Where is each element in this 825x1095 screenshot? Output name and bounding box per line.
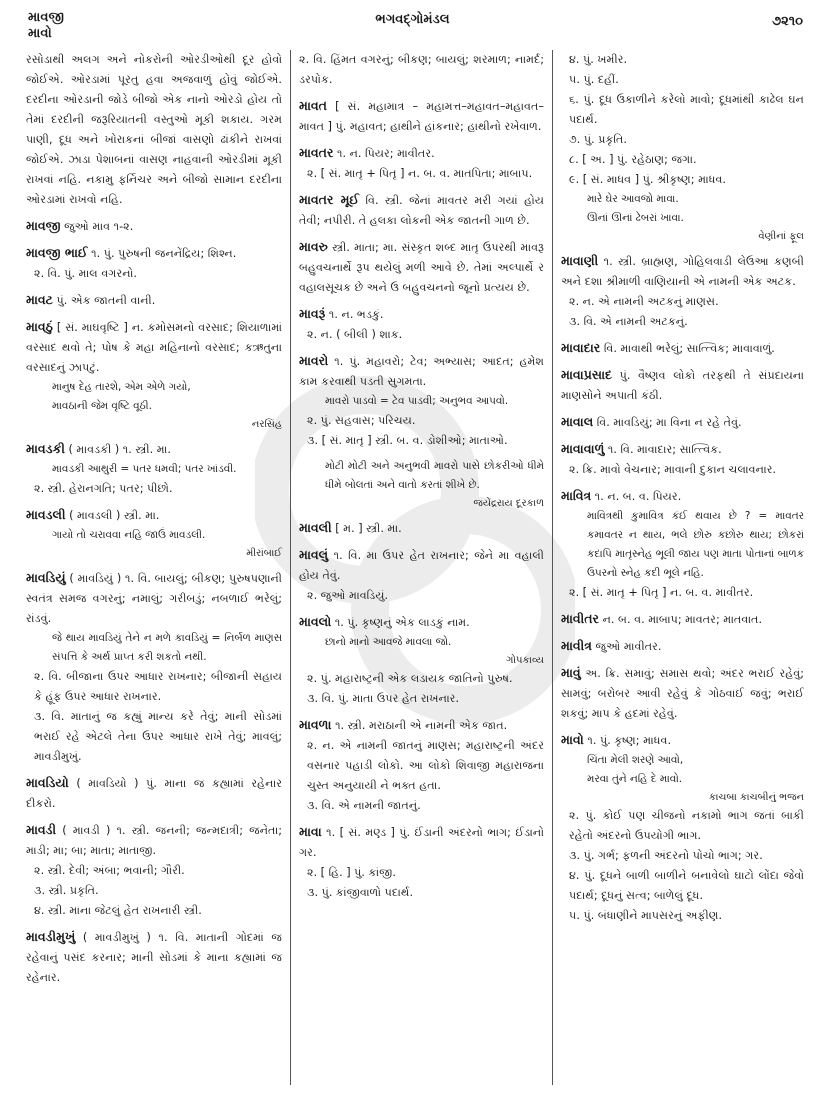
guide-word-first: માવજી <box>28 10 64 25</box>
headword: માવું <box>561 665 581 680</box>
dictionary-entry <box>26 317 282 433</box>
sense: ૩. પું. ગર્ભ; ફળની અંદરનો પોચો ભાગ; ગર. <box>569 849 763 862</box>
dictionary-entry <box>299 518 544 539</box>
definition: સ્ત્રી. માતા; મા. સંસ્કૃત શબ્દ માતૃ ઉપરથી માવરૂ બહુવચનાર્થે રૂપ થયેલું મળી આવે છે. તેમાં અલ્પાર્થે ર વહાલસૂચક છે અને ઉ બહુવચનનો જૂનો પ્રત્યય છે. <box>299 241 545 294</box>
dictionary-entry <box>26 927 282 988</box>
dictionary-entry <box>26 773 282 814</box>
running-title: ભગવદ્ગોમંડલ <box>375 12 450 27</box>
quotation: મરવા તુંને નહિ દે માવો. <box>587 773 683 785</box>
headword: માવીત્ર <box>561 638 592 653</box>
headword: માવજી ભાઈ <box>26 245 88 260</box>
headword: માવડિયો <box>26 775 69 790</box>
page-header <box>0 6 825 46</box>
dictionary-entry <box>26 290 282 311</box>
sense: ૨. [ સં. માતૃ + પિતૃ ] ન. બ. વ. માતપિતા; માબાપ. <box>307 167 533 180</box>
headword: માવડીમુખું <box>26 929 76 944</box>
sense: ૨. [ હિ. ] પું. કાંજી. <box>307 866 396 879</box>
sense: ૨. ન. ( બીલી ) શાક. <box>307 328 403 341</box>
sense: ૨. વિ. બીજાના ઉપર આધાર રાખનાર; બીજાની સહાય કે હૂંફ ઉપર આધાર રાખનાર. <box>34 670 282 703</box>
sense: ૨. જુઓ માવડિયું. <box>307 589 389 602</box>
sense: ૨. સ્ત્રી. દેવી; અંબા; ભવાની; ગૌરી. <box>34 864 185 877</box>
dictionary-entry <box>299 822 544 903</box>
headword: માવતર મૂઈ <box>299 192 360 207</box>
dictionary-entry <box>299 237 544 298</box>
definition: [ સં. માઘવૃષ્ટિ ] ન. કમોસમનો વરસાદ; શિયાળામાં વરસાદ થવો તે; પોષ કે મહા મહિનાનો વરસાદ; કઋતુના વરસાદનું ઝાપટું. <box>26 321 282 374</box>
headword: માવરુ <box>299 239 328 254</box>
dictionary-entry <box>26 216 282 237</box>
definition: વિ. માવાથી ભરેલું; સાત્ત્વિક; માવાવાળું. <box>603 342 775 355</box>
definition: ૧. ન. પિયર; માવીતર. <box>337 147 435 160</box>
headword: માવો <box>561 732 584 747</box>
quotation: માવિત્રથી કુમાવિત્ર કંઈ થવાય છે ? = માવતર કમાવતર ન થાય, ભલે છોરુ કછોરુ થાય; છોકરાં કદાપિ માતૃસ્નેહ ભૂલી જાય પણ માતા પોતાનાં બાળક ઉપરનો સ્નેહ કદી ભૂલે નહિ. <box>587 510 804 579</box>
sense: ૨. વિ. પું. માલ વગરનો. <box>34 267 137 280</box>
definition: ૧. પું. પુરુષની જનનેંદ્રિય; શિશ્ન. <box>91 247 237 260</box>
dictionary-entry <box>561 365 804 406</box>
dictionary-columns <box>22 50 812 1085</box>
quotation: માવડકી આથુરી = પતર ધમવી; પતર ખાંડવી. <box>52 463 237 475</box>
headword: માવડલી <box>26 507 66 522</box>
sense: ૭. પું. પ્રકૃતિ. <box>569 133 627 146</box>
sense: ૩. વિ. એ નામની અટકનું. <box>569 315 688 328</box>
sense: ૪. સ્ત્રી. માના જેટલું હેત રાખનારી સ્ત્રી. <box>34 904 202 917</box>
definition: ૧. સ્ત્રી. મરાઠાની એ નામની એક જાત. <box>335 719 508 732</box>
headword: માવડી <box>26 822 57 837</box>
dictionary-entry <box>26 439 282 499</box>
definition: જુઓ માવીતર. <box>595 640 662 653</box>
dictionary-entry <box>299 545 544 606</box>
column-2 <box>290 50 553 1085</box>
sense: ૫. પું. બંધાણીને માપસરનું અફીણ. <box>569 909 723 922</box>
dictionary-entry <box>299 50 544 90</box>
headword: માવાવાળું <box>561 441 605 456</box>
definition: ૧. પું. મહાવરો; ટેવ; અભ્યાસ; આદત; હમેશ કામ કરવાથી પડતી સુગમતા. <box>299 355 545 388</box>
dictionary-entry <box>299 612 544 709</box>
definition: ( માવડકી ) ૧. સ્ત્રી. મા. <box>68 443 171 456</box>
sense: ૬. પું. દૂધ ઉકાળીને કરેલો માવો; દૂધમાંથી કાઢેલ ઘન પદાર્થ. <box>569 93 804 126</box>
quotation: ઊનાં ઊનાં ઢેબરાં ખાવા. <box>587 212 684 224</box>
dictionary-entry <box>299 351 544 451</box>
headword: માવાપ્રસાદ <box>561 367 613 382</box>
dictionary-entry <box>26 820 282 921</box>
dictionary-entry <box>561 251 804 332</box>
headword: માવત <box>299 98 327 113</box>
quotation: મારે ઘેર આવજો માવા. <box>587 193 679 205</box>
definition: રસોડાથી અલગ અને નોકરોની ઓરડીઓથી દૂર હોવો જોઈએ. ઓરડામાં પૂરતુ હવા અજવાળું હોવું જોઈએ. દરદીના ઓરડાની જોડે બીજો એક નાનો ઓરડો હોય તો તેમાં દરદીની જરૂરિયાતની વસ્તુઓ મૂકી શકાય. ગરમ પાણી, દૂધ અને ખોરાકનાં બીજાં વાસણો ઢાંકીને રાખવાં જોઈએ. ઝાડા પેશાબનાં વાસણ નાહવાની ઓરડીમાં મૂકી રાખવાં નહિ. નકામુ ફર્નિચર અને બીજો સામાન દરદીના ઓરડામાં રાખવો નહિ. <box>26 53 282 206</box>
headword: માવરો <box>299 353 329 368</box>
dictionary-entry <box>26 505 282 562</box>
dictionary-entry <box>561 439 804 480</box>
sense: ૨. ન. એ નામની અટકનું માણસ. <box>569 295 719 308</box>
headword: માવજી <box>26 218 61 233</box>
headword: માવા <box>299 824 322 839</box>
guide-word-last: માવો <box>28 26 52 41</box>
quote-attribution: વેણીનાં ફૂલ <box>758 231 804 242</box>
sense: ૨. ક્રિ. માવો વેચનાર; માવાની દુકાન ચલાવનાર. <box>569 463 777 476</box>
sense: ૪. પું. ખમીર. <box>569 53 628 66</box>
dictionary-entry <box>561 609 804 630</box>
definition: ( માવડિયું ) ૧. વિ. બાયલું; બીકણ; પુરુષપણાની સ્વતંત્ર સમજ વગરનું; નમાલું; ગરીબડું; નબળાઈ ભરેલું; રાંડવું. <box>26 572 283 625</box>
headword: માવાદાર <box>561 340 601 355</box>
definition: જુઓ માવ ૧-૨. <box>64 220 134 233</box>
sense: ૨. પું. મહારાષ્ટ્રની એક લડાયક જાતિનો પુરુષ. <box>307 672 513 685</box>
sense: ૯. [ સં. માધવ ] પું. શ્રીકૃષ્ણ; માધવ. <box>569 173 726 186</box>
quotation: ચિંતા મેલી શરણે આવો, <box>587 754 684 766</box>
headword: માવલું <box>299 547 329 562</box>
dictionary-entry <box>561 338 804 359</box>
dictionary-entry <box>561 636 804 657</box>
definition: વિ. સ્ત્રી. જેનાં માવતર મરી ગયાં હોય તેવી; નપીરી. તે હલકા લોકની એક જાતની ગાળ છે. <box>299 194 544 227</box>
quotation: માવઠાની જેમ વૃષ્ટિ વૂઠી. <box>52 400 152 412</box>
headword: માવડિયું <box>26 570 66 585</box>
column-3 <box>553 50 812 1085</box>
quote-attribution: ગોપકાવ્ય <box>506 655 544 666</box>
definition: ૧. [ સં. મણ્ડ ] પું. ઈંડાની અંદરનો ભાગ; ઈંડાનો ગર. <box>299 826 544 859</box>
quotation: ગાયો તો ચરાવવા નહિ જાઉં માવડલી. <box>52 529 206 541</box>
definition: ( માવડલી ) સ્ત્રી. મા. <box>69 509 160 522</box>
headword: માવટ <box>26 292 53 307</box>
headword: માવતર <box>299 145 334 160</box>
definition: ૧. વિ. મા ઉપર હેત રાખનાર; જેને મા વહાલી હોય તેવું. <box>299 549 544 582</box>
column-1 <box>22 50 290 1085</box>
dictionary-entry <box>26 50 282 210</box>
quotation: છાનો માનો આવજે માવલા જો. <box>325 636 452 648</box>
definition: ૧. પું. કૃષ્ણનું એક લાડકું નામ. <box>334 616 470 629</box>
sense: ૩. વિ. એ નામની જાતનું. <box>307 799 421 812</box>
definition: [ સં. મહામાત્ર – મહામત્ત–મહાવત–મહાવત–માવત ] પું. મહાવત; હાથીને હાંકનાર; હાથીનો રખેવાળ. <box>299 100 544 133</box>
quotation: માનુષ દેહ તારશે, એમ એળે ગયો, <box>52 381 191 393</box>
definition: [ મ. ] સ્ત્રી. મા. <box>335 522 402 535</box>
dictionary-entry <box>561 663 804 724</box>
quote-attribution: કાચબા કાચબીનું ભજન <box>708 792 804 803</box>
quote-attribution: જયેંદ્રરાય દૂરકાળ <box>473 498 544 509</box>
headword: માવઠું <box>26 319 53 334</box>
dictionary-entry <box>561 486 804 603</box>
sense: ૫. પું. દહીં. <box>569 73 619 86</box>
sense: ૩. સ્ત્રી. પ્રકૃતિ. <box>34 884 99 897</box>
dictionary-entry <box>299 715 544 816</box>
definition: ૧. પું. કૃષ્ણ; માધવ. <box>587 734 672 747</box>
dictionary-entry <box>26 568 282 767</box>
headword: માવલો <box>299 614 332 629</box>
sense: ૨. [ સં. માતૃ + પિતૃ ] ન. બ. વ. માવીતર. <box>569 586 754 599</box>
quotation: જે થાય માવડિયું તેને ન મળે કાવડિયું = નિર્બળ માણસ સંપત્તિ કે અર્થ પ્રાપ્ત કરી શકતો નથી. <box>52 632 282 663</box>
dictionary-entry <box>299 457 544 512</box>
definition: ૨. વિ. હિંમત વગરનું; બીકણ; બાયલું; શરમાળ; નામર્દ; ડરપોક. <box>299 53 544 86</box>
dictionary-entry <box>299 304 544 345</box>
page-number: ૭૨૧૦ <box>772 14 803 29</box>
definition: ૧. ન. ભડકું. <box>328 308 384 321</box>
headword: માવડકી <box>26 441 65 456</box>
quote-attribution: મીરાંબાઈ <box>246 548 282 559</box>
definition: ૧. ન. બ. વ. પિયર. <box>594 490 682 503</box>
definition: પું. વૈષ્ણવ લોકો તરફથી તે સંપ્રદાયના માણસોને અપાતી કંઠી. <box>561 369 804 402</box>
definition: ( માવડી ) ૧. સ્ત્રી. જનની; જન્મદાત્રી; જનેતા; માડી; મા; બા; માતા; માતાજી. <box>26 824 282 857</box>
headword: માવાલ <box>561 414 594 429</box>
sense: ૨. પું. કોઈ પણ ચીજનો નકામો ભાગ જતાં બાકી રહેતો અંદરનો ઉપયોગી ભાગ. <box>569 809 804 842</box>
sense: ૨. પું. સહવાસ; પરિચય. <box>307 414 416 427</box>
dictionary-entry <box>561 730 804 926</box>
sense: ૨. ન. એ નામની જાતનું માણસ; મહારાષ્ટ્રની અંદર વસનાર પહાડી લોકો. આ લોકો શિવાજી મહારાજના ચુસ્ત અનુયાયી ને ભક્ત હતા. <box>307 739 544 792</box>
dictionary-entry <box>561 50 804 245</box>
headword: માવિત્ર <box>561 488 592 503</box>
headword: માવળા <box>299 717 332 732</box>
dictionary-entry <box>299 190 544 231</box>
headword: માવરૂં <box>299 306 326 321</box>
sense: ૪. પું. દૂધને બાળી બાળીને બનાવેલો ઘાટો લોંદા જેવો પદાર્થ; દૂધનું સત્વ; બાળેલું દૂધ. <box>569 869 804 902</box>
definition: ૧. સ્ત્રી. બ્રાહ્મણ, ગોહિલવાડી લેઉઆ કણબી અને દશા શ્રીમાળી વાણિયાની એ નામની એક અટક. <box>561 255 804 288</box>
dictionary-entry <box>561 412 804 433</box>
definition: વિ. માવડિયું; મા વિના ન રહે તેવું. <box>596 416 742 429</box>
headword: માવીતર <box>561 611 600 626</box>
headword: માવાણી <box>561 253 599 268</box>
sense: ૨. સ્ત્રી. હેરાનગતિ; પતર; પીછો. <box>34 482 173 495</box>
definition: અ. ક્રિ. સમાવું; સમાસ થવો; અંદર ભરાઈ રહેવું; સામવું; બરોબર આવી રહેવું કે ગોઠવાઈ જવું; ભરાઈ શકવું; માપ કે હદમાં રહેવું. <box>561 667 804 720</box>
definition: ન. બ. વ. માબાપ; માવતર; માતવાત. <box>602 613 763 626</box>
sense: ૩. વિ. પું. માતા ઉપર હેત રાખનાર. <box>307 692 460 705</box>
sense: ૮. [ અ. ] પું. રહેઠાણ; જગા. <box>569 153 697 166</box>
quotation: માવરો પાડવો = ટેવ પાડવી; અનુભવ આપવો. <box>325 395 509 407</box>
definition: પું. એક જાતની વાની. <box>56 294 156 307</box>
quotation: મોટી મોટી અને અનુભવી માવરો પાસે છોકરીઓ ધીમે ધીમે બોલતાં અને વાતો કરતાં શીખે છે. <box>325 460 544 491</box>
definition: ( માવડિયો ) પું. માના જ કહ્યામાં રહેનાર દીકરો. <box>26 777 282 810</box>
dictionary-entry <box>299 143 544 184</box>
dictionary-entry <box>26 243 282 284</box>
headword: માવલી <box>299 520 332 535</box>
sense: ૩. પું. કાંજીવાળો પદાર્થ. <box>307 886 414 899</box>
dictionary-entry <box>299 96 544 137</box>
quote-attribution: નરસિંહ <box>251 419 282 430</box>
definition: ૧. વિ. માવાદાર; સાત્ત્વિક. <box>607 443 722 456</box>
definition: ( માવડીમુખું ) ૧. વિ. માતાની ગોદમાં જ રહેવાનું પસંદ કરનાર; માની સોડમાં કે માના કહ્યામાં જ રહેનાર. <box>26 931 282 984</box>
sense: ૩. વિ. માતાનું જ કહ્યું માન્ય કરે તેવું; માની સોડમાં ભરાઈ રહે એટલે તેના ઉપર આધાર રાખે તેવું; માવલું; માવડીમુખું. <box>34 710 282 763</box>
sense: ૩. [ સં. માતૃ ] સ્ત્રી. બ. વ. ડોશીઓ; માતાઓ. <box>307 434 508 447</box>
